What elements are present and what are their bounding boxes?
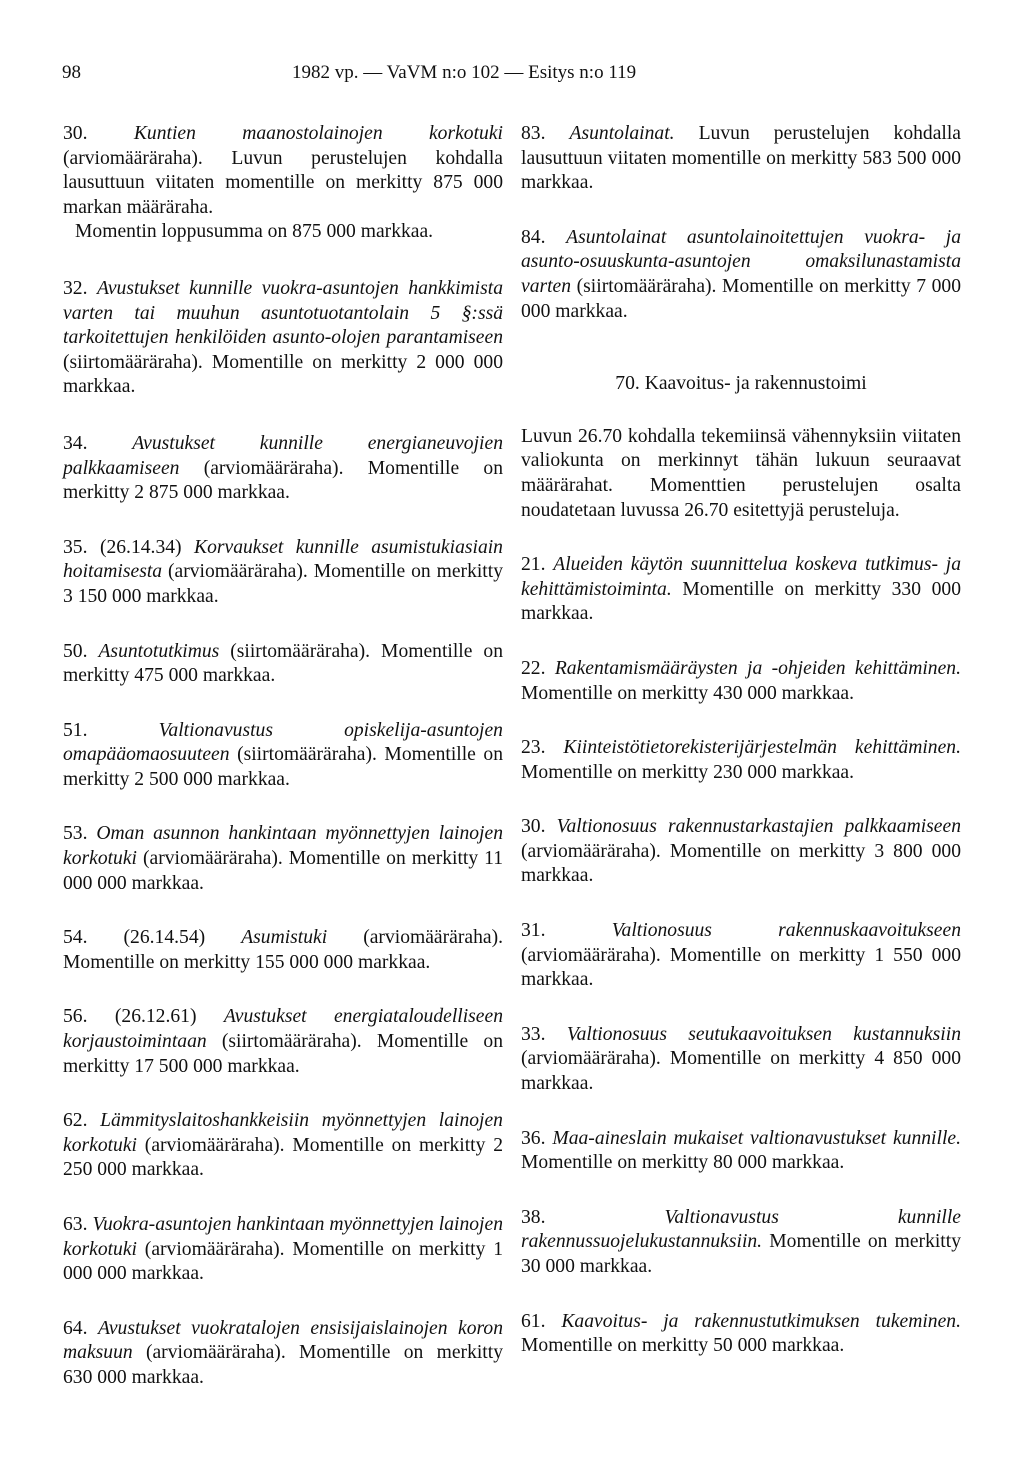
entry-number: 54. bbox=[63, 927, 88, 949]
entry-61 bbox=[521, 1310, 961, 1359]
entry-number: 21. bbox=[521, 554, 546, 576]
entry-text: (arviomääräraha). Momentille on merkitty 1 550 000 markkaa. bbox=[521, 944, 961, 991]
entry-number: 63. bbox=[63, 1214, 88, 1235]
entry-38 bbox=[521, 1206, 961, 1280]
entry-number: 53. bbox=[63, 823, 88, 845]
entry-number: 23. bbox=[521, 737, 546, 759]
entry-56 bbox=[63, 1005, 503, 1079]
page-number: 98 bbox=[62, 62, 81, 83]
entry-63 bbox=[63, 1213, 503, 1287]
entry-36 bbox=[521, 1127, 961, 1176]
entry-number: 30. bbox=[63, 123, 88, 144]
entry-text: (siirtomääräraha). Momentille on merkitty 475 000 markkaa. bbox=[63, 640, 503, 687]
entry-title: Valtionosuus rakennustarkastajien palkkaamiseen bbox=[556, 816, 961, 838]
entry-32 bbox=[63, 277, 503, 400]
entry-title: Avustukset kunnille energianeuvojien palkkaamiseen bbox=[63, 432, 503, 479]
entry-title: Asuntotutkimus bbox=[98, 640, 220, 662]
entry-text: Momentille on merkitty 230 000 markkaa. bbox=[521, 761, 855, 783]
entry-23 bbox=[521, 736, 961, 785]
entry-31 bbox=[521, 919, 961, 993]
entry-number: 36. bbox=[521, 1127, 546, 1149]
entry-title: Maa-aineslain mukaiset valtionavustukset kunnille. bbox=[552, 1127, 961, 1149]
entry-number: 32. bbox=[63, 277, 88, 299]
entry-ref: (26.14.54) bbox=[87, 927, 242, 949]
entry-text: (arviomääräraha). Momentille on merkitty 155 000 000 markkaa. bbox=[63, 927, 503, 973]
entry-subtotal: Momentin loppusumma on 875 000 markkaa. bbox=[75, 221, 434, 243]
entry-text: (arviomääräraha). Momentille on merkitty 11 000 000 markkaa. bbox=[63, 848, 503, 894]
entry-text: (arviomääräraha). Momentille on merkitty 630 000 markkaa. bbox=[63, 1342, 503, 1388]
running-title: 1982 vp. — VaVM n:o 102 — Esitys n:o 119 bbox=[292, 62, 637, 83]
entry-text: (arviomääräraha). Momentille on merkitty 2 875 000 markkaa. bbox=[63, 457, 503, 504]
entry-number: 38. bbox=[521, 1206, 546, 1228]
entry-text: (arviomääräraha). Momentille on merkitty 3 800 000 markkaa. bbox=[521, 840, 961, 887]
entry-text: (siirtomääräraha). Momentille on merkitty 2 000 000 markkaa. bbox=[63, 351, 503, 398]
entry-text: Momentille on merkitty 30 000 markkaa. bbox=[521, 1231, 961, 1277]
entry-title: Valtionosuus seutukaavoituksen kustannuksiin bbox=[566, 1023, 961, 1045]
entry-title: Kiinteistötietorekisterijärjestelmän kehittäminen. bbox=[563, 737, 961, 759]
entry-text: (arviomääräraha). Momentille on merkitty 1 000 000 markkaa. bbox=[63, 1238, 503, 1285]
entry-title: Oman asunnon hankintaan myönnettyjen lainojen korkotuki bbox=[63, 823, 503, 870]
entry-text: (siirtomääräraha). Momentille on merkitty 2 500 000 markkaa. bbox=[63, 744, 503, 790]
entry-50 bbox=[63, 640, 503, 689]
entry-number: 51. bbox=[63, 719, 88, 741]
entry-number: 30. bbox=[521, 816, 546, 838]
entry-number: 64. bbox=[63, 1317, 88, 1339]
entry-text: (siirtomääräraha). Momentille on merkitty 17 500 000 markkaa. bbox=[63, 1031, 503, 1077]
entry-number: 34. bbox=[63, 432, 88, 454]
entry-53 bbox=[63, 822, 503, 896]
entry-number: 35. bbox=[63, 536, 88, 558]
entry-title: Rakentamismääräysten ja -ohjeiden kehittäminen. bbox=[554, 657, 961, 679]
entry-text: Momentille on merkitty 430 000 markkaa. bbox=[521, 682, 855, 704]
entry-text: (arviomääräraha). Momentille on merkitty 4 850 000 markkaa. bbox=[521, 1048, 961, 1095]
entry-title: Valtionosuus rakennuskaavoitukseen bbox=[611, 920, 961, 942]
page-header bbox=[62, 62, 962, 92]
entry-text: Momentille on merkitty 50 000 markkaa. bbox=[521, 1335, 845, 1357]
entry-title: Korvaukset kunnille asumistukiasiain hoitamisesta bbox=[63, 536, 503, 583]
entry-84 bbox=[521, 226, 961, 324]
entry-text: Momentille on merkitty 330 000 markkaa. bbox=[521, 578, 961, 625]
entry-text: (arviomääräraha). Momentille on merkitty 2 250 000 markkaa. bbox=[63, 1134, 503, 1181]
entry-text: Momentille on merkitty 80 000 markkaa. bbox=[521, 1152, 845, 1174]
entry-number: 56. bbox=[63, 1006, 88, 1028]
entry-22 bbox=[521, 657, 961, 706]
entry-35 bbox=[63, 536, 503, 610]
entry-number: 83. bbox=[521, 123, 546, 144]
entry-30 bbox=[63, 122, 503, 245]
entry-text: (arviomääräraha). Momentille on merkitty 3 150 000 markkaa. bbox=[63, 561, 503, 607]
entry-number: 84. bbox=[521, 226, 546, 248]
entry-title: Asumistuki bbox=[241, 927, 328, 949]
entry-title: Asuntolainat. bbox=[569, 123, 675, 144]
entry-number: 50. bbox=[63, 640, 88, 662]
entry-title: Lämmityslaitoshankkeisiin myönnettyjen lainojen korkotuki bbox=[63, 1110, 503, 1156]
left-column bbox=[63, 122, 503, 1415]
section-heading: 70. Kaavoitus- ja rakennustoimi bbox=[615, 373, 867, 395]
entry-34 bbox=[63, 432, 503, 506]
entry-title: Avustukset kunnille vuokra-asuntojen hankkimista varten tai muuhun asuntotuotantolain 5 §:ssä tarkoitettujen henkilöiden asunto-olojen parantamiseen bbox=[63, 277, 503, 349]
entry-number: 33. bbox=[521, 1023, 546, 1045]
right-column bbox=[521, 122, 961, 1383]
entry-title: Asuntolainat asuntolainoitettujen vuokra- ja asunto-osuuskunta-asuntojen omaksilunastamista varten bbox=[521, 226, 961, 297]
entry-33 bbox=[521, 1023, 961, 1097]
entry-number: 62. bbox=[63, 1110, 88, 1132]
entry-text: (siirtomääräraha). Momentille on merkitty 7 000 000 markkaa. bbox=[521, 275, 961, 322]
entry-title: Valtionavustus opiskelija-asuntojen omapääomaosuuteen bbox=[63, 719, 503, 766]
entry-54 bbox=[63, 926, 503, 975]
entry-51 bbox=[63, 719, 503, 793]
entry-title: Kuntien maanostolainojen korkotuki bbox=[133, 123, 503, 144]
entry-text: (arviomääräraha). Luvun perustelujen kohdalla lausuttuun viitaten momentille on merkitty 875 000 markan määräraha. bbox=[63, 147, 503, 218]
entry-64 bbox=[63, 1317, 503, 1391]
entry-title: Vuokra-asuntojen hankintaan myönnettyjen lainojen korkotuki bbox=[63, 1214, 503, 1260]
section-intro: Luvun 26.70 kohdalla tekemiinsä vähennyksiin viitaten valiokunta on merkinnyt tähän lukuun seuraavat määrärahat. Momenttien perustelujen osalta noudatetaan luvussa 26.70 esitettyjä perusteluja. bbox=[521, 425, 961, 521]
entry-30b bbox=[521, 815, 961, 889]
entry-83 bbox=[521, 122, 961, 196]
entry-ref: (26.12.61) bbox=[87, 1006, 224, 1028]
entry-number: 61. bbox=[521, 1310, 546, 1332]
entry-title: Alueiden käytön suunnittelua koskeva tutkimus- ja kehittämistoiminta. bbox=[521, 554, 961, 600]
entry-text: Luvun perustelujen kohdalla lausuttuun viitaten momentille on merkitty 583 500 000 markkaa. bbox=[521, 123, 961, 194]
entry-title: Avustukset vuokratalojen ensisijaislainojen koron maksuun bbox=[63, 1317, 503, 1364]
entry-number: 31. bbox=[521, 920, 546, 942]
entry-62 bbox=[63, 1109, 503, 1183]
entry-title: Avustukset energiataloudelliseen korjaustoimintaan bbox=[63, 1006, 503, 1053]
entry-ref: (26.14.34) bbox=[87, 536, 195, 558]
entry-title: Valtionavustus kunnille rakennussuojelukustannuksiin. bbox=[521, 1206, 961, 1253]
entry-21 bbox=[521, 553, 961, 627]
entry-title: Kaavoitus- ja rakennustutkimuksen tukeminen. bbox=[561, 1310, 961, 1332]
entry-number: 22. bbox=[521, 657, 546, 679]
